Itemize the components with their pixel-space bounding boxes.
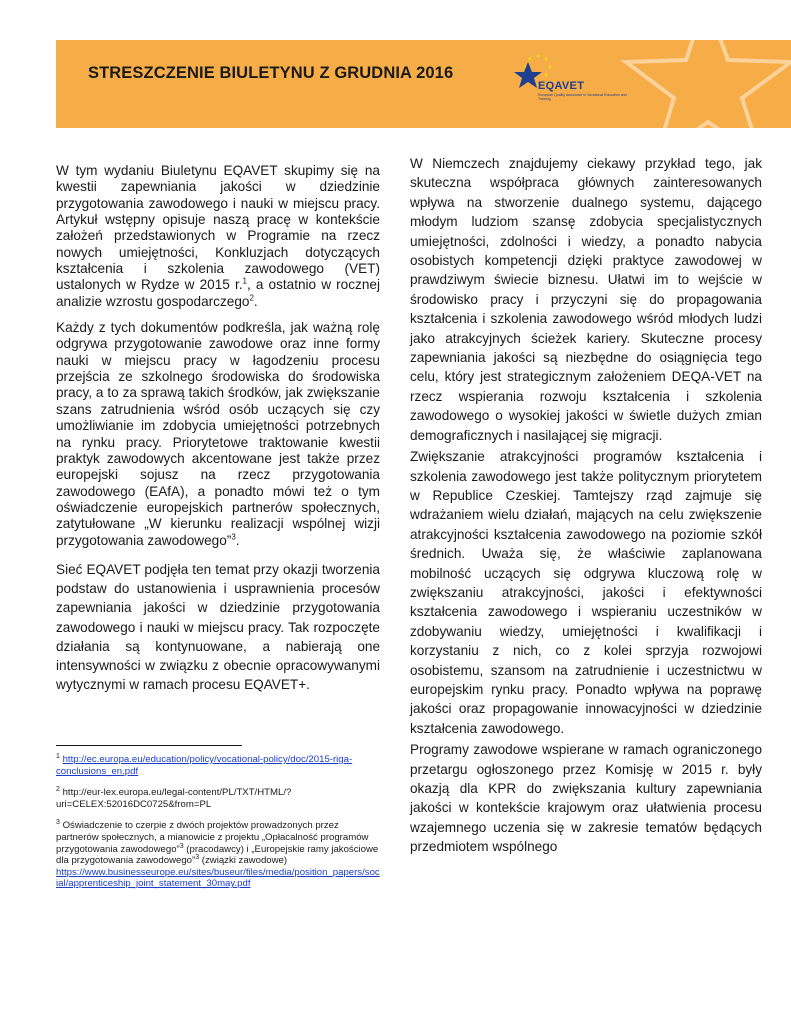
- decorative-star-graphic: [56, 40, 791, 128]
- left-column: [56, 163, 380, 694]
- footnote-ref: 2: [249, 293, 254, 303]
- right-column: [410, 154, 762, 857]
- footnote-divider: [56, 745, 242, 746]
- footnote-ref: 3: [231, 532, 236, 542]
- footnote-2: $^2$ http://eur-lex.europa.eu/legal-content/PL/TXT/HTML/?uri=CELEX:52016DC0725&from=PL: [56, 786, 292, 810]
- paragraph: Zwiększanie atrakcyjności programów kształcenia i szkolenia zawodowego jest także politycznym priorytetem w Republice Czeskiej. Tamtejszy rząd zajmuje się wdrażaniem wielu działań, mających na celu zwiększenie atrakcyjności kształcenia zawodowego na poziomie szkół średnich. Uważa się, że właściwie zaplanowana mobilność uczących się odgrywa kluczową rolę w zwiększaniu atrakcyjności, jakości i efektywności kształcenia zawodowego i wspieraniu uczestników w zdobywaniu wiedzy, umiejętności i kwalifikacji i korzystaniu z nich, co z kolei sprzyja rozwojowi osobistemu, szansom na zatrudnienie i uczestnictwu w europejskim rynku pracy. Ponadto wpływa na poprawę jakości oraz propagowanie innowacyjności w dziedzinie kształcenia zawodowego.: [410, 449, 762, 736]
- paragraph: W tym wydaniu Biuletynu EQAVET skupimy się na kwestii zapewniania jakości w dziedzinie przygotowania zawodowego i nauki w miejscu pracy. Artykuł wstępny opisuje naszą pracę w kontekście założeń przedstawionych w Programie na rzecz nowych umiejętności, Konkluzjach dotyczących kształcenia i szkolenia zawodowego (VET) ustalonych w Rydze w 2015 r.$^1$, a ostatnio w rocznej analizie wzrostu gospodarczego$^2$.: [56, 163, 380, 309]
- page-title: STRESZCZENIE BIULETYNU Z GRUDNIA 2016: [88, 64, 454, 82]
- footnote-3: $^3$ Oświadczenie to czerpie z dwóch projektów prowadzonych przez partnerów społecznych, a mianowicie z projektu „Opłacalność programów przygotowania zawodowego”$^3$ (pracodawcy) i „Europejskie ramy jakościowe dla przygotowania zawodowego”$^3$ (związki zawodowe) https://www.businesseurope.eu/sites/buseur/files/media/position_papers/social/apprenticeship_joint_statement_30may.pdf: [56, 819, 380, 890]
- footnote-1: $^1$ http://ec.europa.eu/education/policy/vocational-policy/doc/2015-riga-conclusions_en.pdf: [56, 752, 353, 777]
- footnote-1-link[interactable]: http://ec.europa.eu/education/policy/vocational-policy/doc/2015-riga-conclusions_en.pdf: [56, 754, 353, 777]
- header-banner: [56, 40, 791, 128]
- paragraph: Sieć EQAVET podjęła ten temat przy okazji tworzenia podstaw do ustanowienia i usprawnienia procesów zapewniania jakości w dziedzinie przygotowania zawodowego i nauki w miejscu pracy. Tak rozpoczęte działania są kontynuowane, a nabierają one intensywności w związku z obecnie opracowywanymi wytycznymi w ramach procesu EQAVET+.: [56, 561, 380, 693]
- logo-subtitle: European Quality Assurance in Vocational Education and Training: [538, 93, 627, 102]
- footnotes: [56, 754, 380, 890]
- paragraph: Programy zawodowe wspierane w ramach ograniczonego przetargu ogłoszonego przez Komisję w 2015 r. były okazją dla KPR do zwiększania kultury zapewniania jakości w kontekście krajowym oraz ułatwienia procesu wzajemnego uczenia się w zakresie tematów będących przedmiotem wspólnego: [410, 742, 762, 855]
- paragraph: W Niemczech znajdujemy ciekawy przykład tego, jak skuteczna współpraca głównych zainteresowanych wpływa na stworzenie dualnego systemu, dającego młodym ludziom szansę zdobycia specjalistycznych umiejętności, zdolności i wiedzy, a ponadto nabycia osobistych kompetencji dzięki praktyce zawodowej w prawdziwym świecie biznesu. Ułatwi im to wejście w środowisko pracy i przyczyni się do propagowania kształcenia i szkolenia zawodowego wśród młodych ludzi jako atrakcyjnych ścieżek kariery. Skuteczne procesy zapewniania jakości są niezbędne do osiągnięcia tego celu, który jest strategicznym założeniem DEQA-VET na rzecz wspierania rozwoju kształcenia i szkolenia zawodowego o wysokiej jakości w świetle dużych zmian demograficznych i nasilającej się migracji.: [410, 156, 762, 443]
- paragraph: Każdy z tych dokumentów podkreśla, jak ważną rolę odgrywa przygotowanie zawodowe oraz inne formy nauki w miejscu pracy w łagodzeniu procesu przejścia ze szkolnego środowiska do środowiska pracy, a to za sprawą takich środków, jak zwiększanie szans zatrudnienia wśród osób uczących się czy umożliwianie im zdobycia umiejętności potrzebnych na rynku pracy. Priorytetowe traktowanie kwestii praktyk zawodowych akcentowane jest także przez europejski sojusz na rzecz przygotowania zawodowego (EAfA), a ponadto mówi też o tym oświadczenie europejskich partnerów społecznych, zatytułowane „W kierunku realizacji wspólnej wizji przygotowania zawodowego”$^3$.: [56, 320, 380, 548]
- footnote-ref: 1: [242, 276, 247, 286]
- footnote-3-link[interactable]: https://www.businesseurope.eu/sites/buseur/files/media/position_papers/social/apprenticeship_joint_statement_30may.pdf: [56, 866, 380, 890]
- logo-wordmark: EQAVET: [538, 80, 585, 92]
